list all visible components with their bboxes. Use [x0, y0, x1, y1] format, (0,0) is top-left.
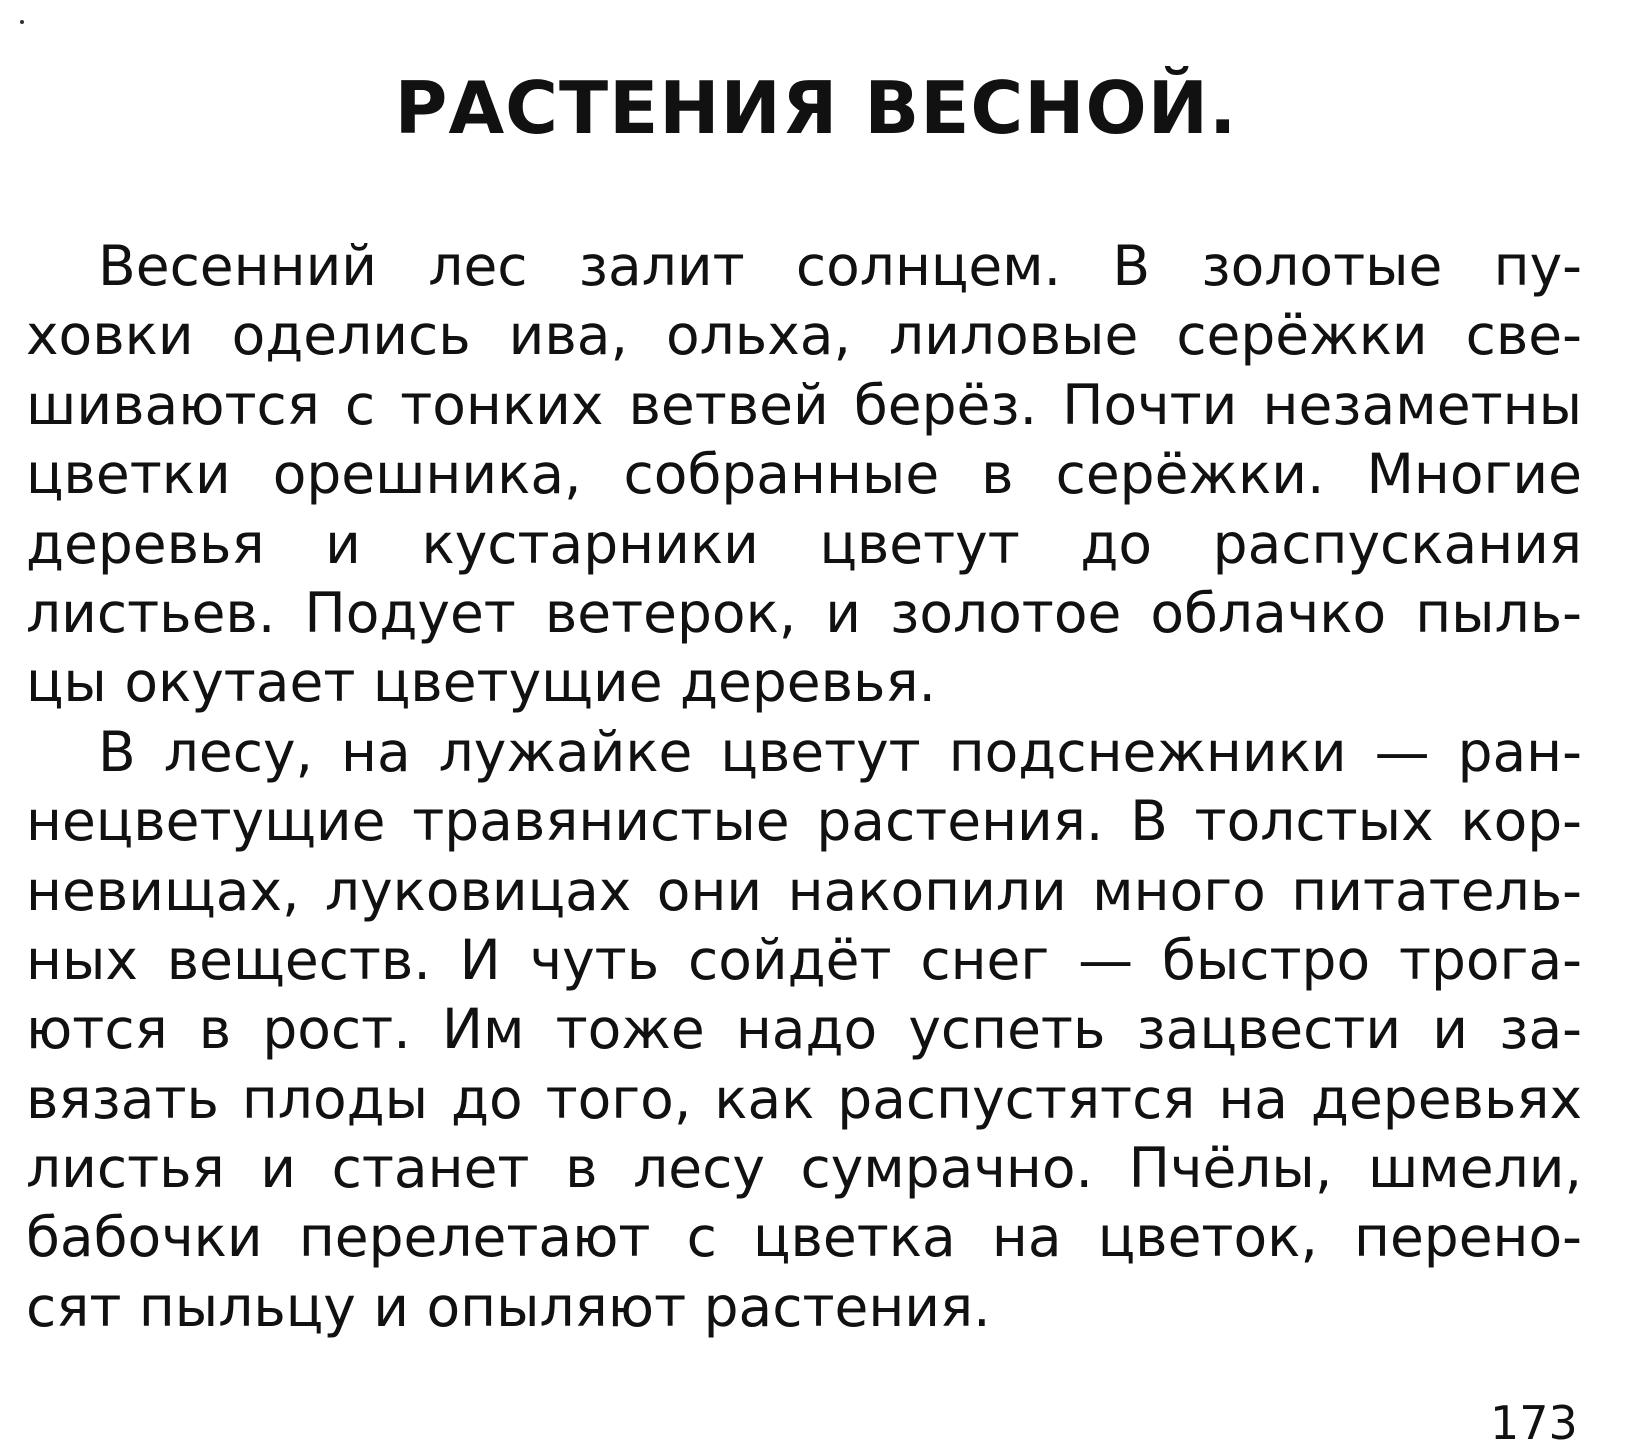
text-line: цветки орешника, собранные в серёжки. Многие	[26, 442, 1582, 507]
page-number: 173	[1490, 1396, 1578, 1450]
page-title: РАСТЕНИЯ ВЕСНОЙ.	[394, 66, 1238, 150]
text-line: нецветущие травянистые растения. В толстых кор-	[26, 789, 1582, 854]
text-line: невищах, луковицах они накопили много питатель-	[26, 858, 1582, 923]
text-line: ных веществ. И чуть сойдёт снег — быстро трога-	[26, 927, 1582, 992]
text-line: цы окутает цветущие деревья.	[26, 650, 937, 715]
paragraph-1	[26, 232, 1582, 718]
text-line: вязать плоды до того, как распустятся на деревьях	[26, 1066, 1582, 1131]
text-line: листья и станет в лесу сумрачно. Пчёлы, шмели,	[26, 1136, 1582, 1201]
scan-speck	[20, 20, 24, 24]
text-line: сят пыльцу и опыляют растения.	[26, 1274, 991, 1339]
text-line: В лесу, на лужайке цветут подснежники — ран-	[98, 719, 1582, 784]
text-line: ются в рост. Им тоже надо успеть зацвести и за-	[26, 997, 1582, 1062]
text-line: листьев. Подует ветерок, и золотое облачко пыль-	[26, 580, 1582, 645]
text-line: деревья и кустарники цветут до распускания	[26, 511, 1582, 576]
paragraph-2	[26, 718, 1582, 1343]
text-line: Весенний лес залит солнцем. В золотые пу-	[98, 234, 1582, 298]
text-line: бабочки перелетают с цветка на цветок, перено-	[26, 1205, 1582, 1270]
article-body	[26, 232, 1582, 1342]
text-line: ховки оделись ива, ольха, лиловые серёжки све-	[26, 303, 1582, 368]
text-line: шиваются с тонких ветвей берёз. Почти незаметны	[26, 372, 1582, 437]
